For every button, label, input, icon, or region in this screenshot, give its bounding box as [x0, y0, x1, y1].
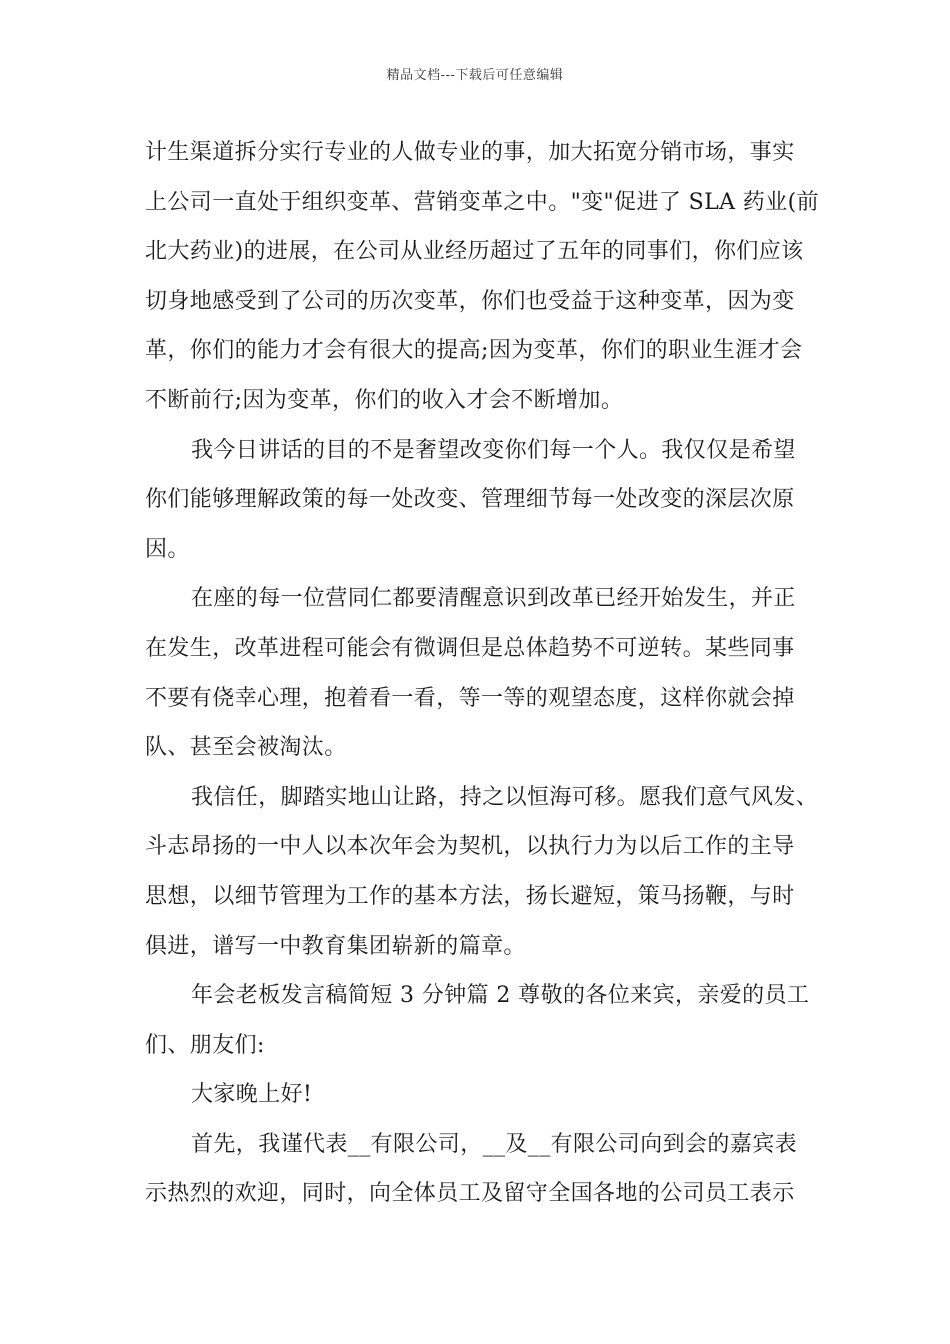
text-line: 思想，以细节管理为工作的基本方法，扬长避短，策马扬鞭，与时: [145, 883, 795, 909]
text-line: 上公司一直处于组织变革、营销变革之中。"变"促进了 SLA 药业(前: [145, 189, 819, 215]
text-line: 革，你们的能力才会有很大的提高;因为变革，你们的职业生涯才会: [145, 338, 803, 364]
text-line: 们、朋友们:: [145, 1032, 265, 1058]
text-line: 不断前行;因为变革，你们的收入才会不断增加。: [145, 387, 624, 413]
text-line: 示热烈的欢迎，同时，向全体员工及留守全国各地的公司员工表示: [145, 1181, 795, 1207]
text-line: 我信任，脚踏实地山让路，持之以恒海可移。愿我们意气风发、: [191, 784, 819, 810]
document-body: [145, 128, 819, 1219]
text-line: 首先，我谨代表__有限公司，__及__有限公司向到会的嘉宾表: [191, 1131, 798, 1157]
text-line: 俱进，谱写一中教育集团崭新的篇章。: [145, 933, 526, 959]
text-line: 大家晚上好!: [191, 1082, 313, 1108]
text-line: 斗志昂扬的一中人以本次年会为契机，以执行力为以后工作的主导: [145, 834, 795, 860]
text-line: 我今日讲话的目的不是奢望改变你们每一个人。我仅仅是希望: [191, 437, 796, 463]
text-line: 年会老板发言稿简短 3 分钟篇 2 尊敬的各位来宾，亲爱的员工: [191, 983, 810, 1009]
text-line: 队、甚至会被淘汰。: [145, 735, 347, 761]
text-line: 因。: [145, 536, 190, 562]
text-line: 不要有侥幸心理，抱着看一看，等一等的观望态度，这样你就会掉: [145, 685, 795, 711]
text-line: 在发生，改革进程可能会有微调但是总体趋势不可逆转。某些同事: [145, 635, 795, 661]
text-line: 你们能够理解政策的每一处改变、管理细节每一处改变的深层次原: [145, 487, 795, 513]
page-header: 精品文档---下载后可任意编辑: [386, 68, 564, 83]
text-line: 切身地感受到了公司的历次变革，你们也受益于这种变革，因为变: [145, 288, 795, 314]
text-line: 在座的每一位营同仁都要清醒意识到改革已经开始发生，并正: [191, 586, 796, 612]
text-line: 北大药业)的进展，在公司从业经历超过了五年的同事们，你们应该: [145, 239, 804, 265]
text-line: 计生渠道拆分实行专业的人做专业的事，加大拓宽分销市场，事实: [145, 140, 795, 165]
